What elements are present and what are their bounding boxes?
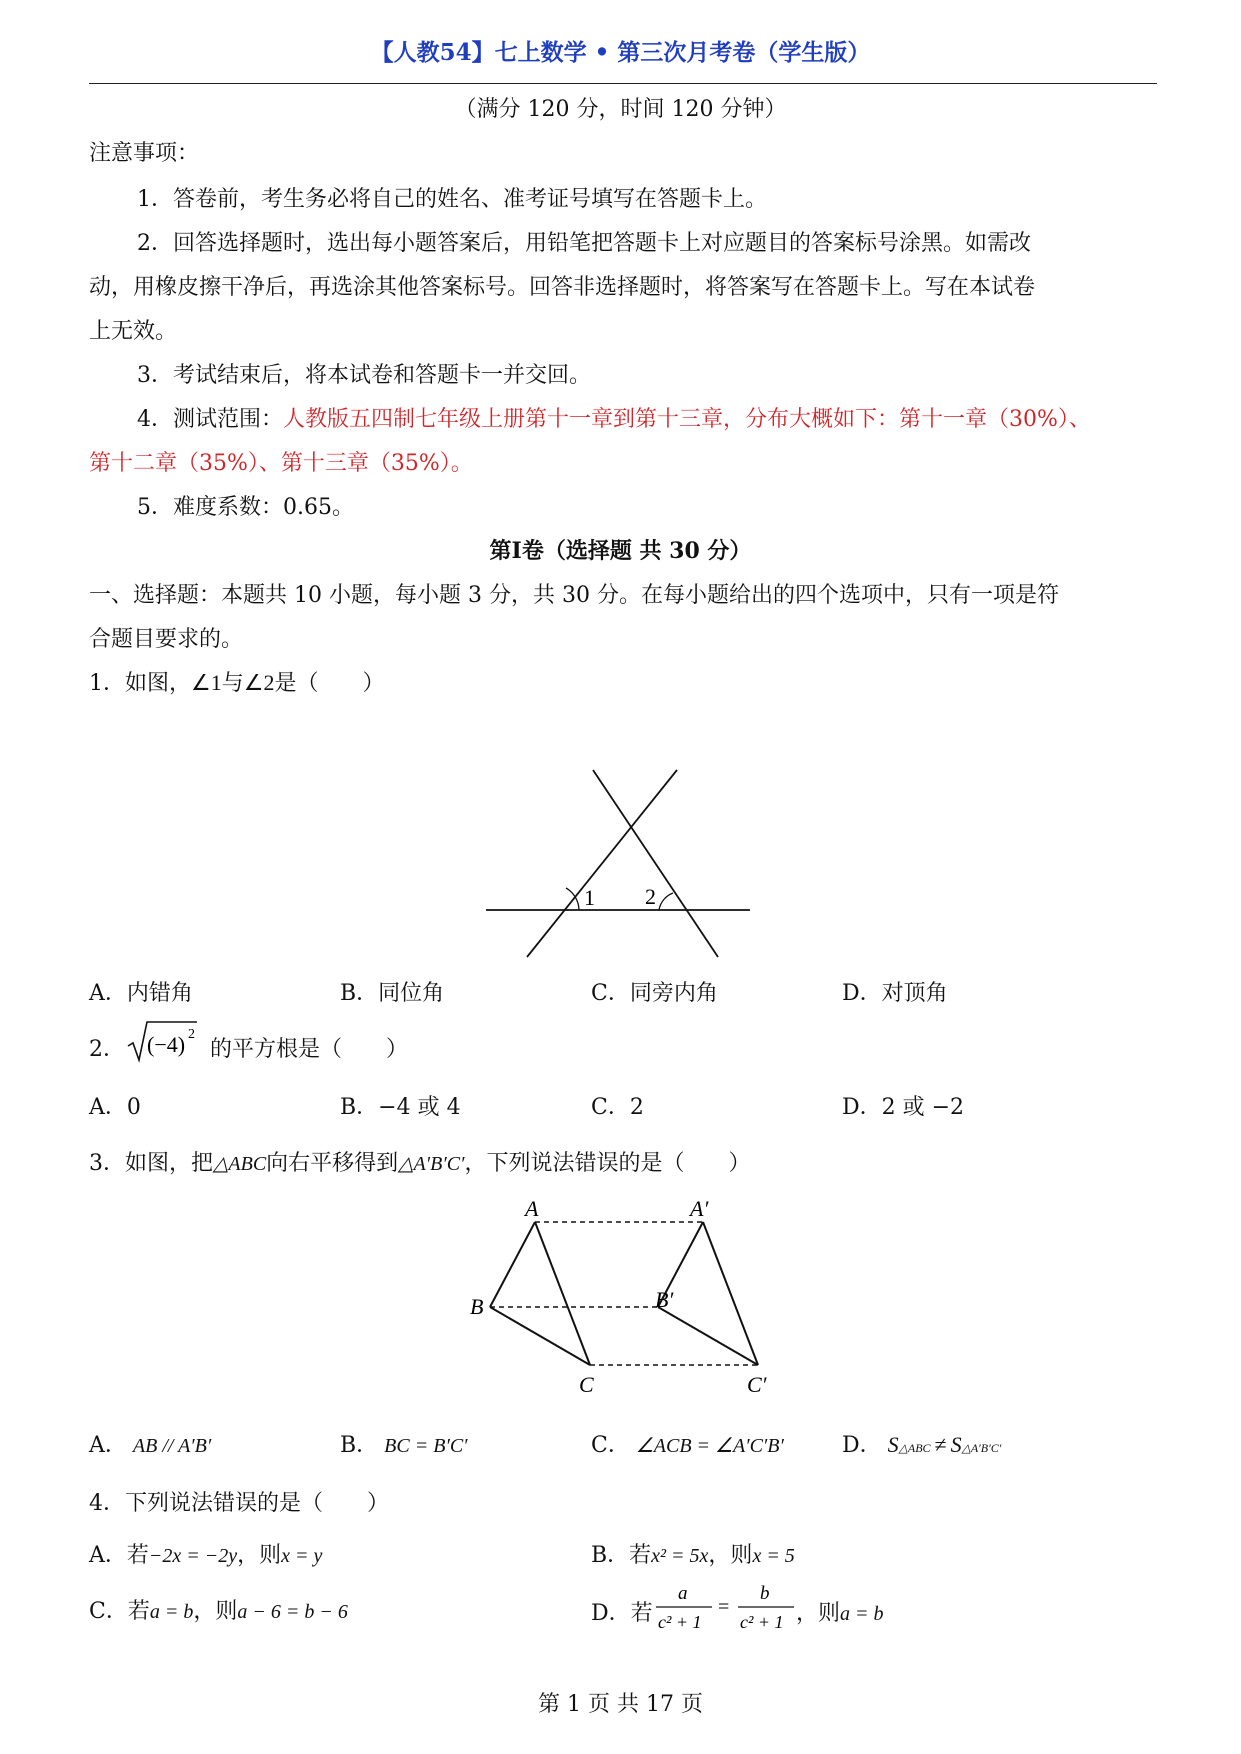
note-1: 1．答卷前，考生务必将自己的姓名、准考证号填写在答题卡上。 bbox=[137, 187, 767, 212]
q2-option-c: C．2 bbox=[591, 1095, 644, 1120]
exam-subtitle: （满分 120 分，时间 120 分钟） bbox=[454, 97, 787, 122]
header-divider bbox=[89, 83, 1157, 84]
q1-figure-label-1: 1 bbox=[584, 885, 595, 910]
q3-tail: ，下列说法错误的是（ ） bbox=[464, 1151, 751, 1176]
q4-option-c-result: a − 6 = b − 6 bbox=[237, 1601, 348, 1623]
question-1-stem bbox=[89, 666, 385, 697]
q4-option-c bbox=[89, 1594, 348, 1625]
q4-option-b-then: ，则 bbox=[708, 1543, 753, 1568]
q3-segment-ab bbox=[490, 1222, 535, 1307]
q3-option-b bbox=[340, 1428, 468, 1459]
q2-sqrt-expression bbox=[125, 1016, 205, 1066]
q3-triangle-abc: △ABC bbox=[213, 1153, 267, 1175]
note-4-line-1 bbox=[137, 402, 1091, 433]
q3-option-c-label: C． bbox=[591, 1433, 630, 1458]
q3-option-a-label: A． bbox=[89, 1433, 127, 1458]
q2-number: 2． bbox=[89, 1037, 125, 1062]
note-4-line-2: 第十二章（35%）、第十三章（35%）。 bbox=[89, 451, 473, 476]
q2-exponent: 2 bbox=[188, 1027, 195, 1042]
note-2-line-3: 上无效。 bbox=[89, 319, 178, 344]
q3-option-b-label: B． bbox=[340, 1433, 379, 1458]
q4-d-equals: = bbox=[718, 1596, 730, 1618]
q1-conjunction: 与 bbox=[221, 671, 244, 696]
q3-segment-a2c2 bbox=[703, 1222, 758, 1365]
document-header-title: 【人教54】七上数学 • 第三次月考卷（学生版） bbox=[370, 39, 871, 66]
q4-option-b-cond: x² = 5x bbox=[651, 1545, 709, 1567]
q3-label-a: A bbox=[525, 1196, 539, 1221]
q4-d-denominator-2: c² + 1 bbox=[740, 1612, 784, 1632]
q4-option-a-cond: −2x = −2y bbox=[148, 1545, 238, 1567]
q1-option-a: A．内错角 bbox=[89, 981, 193, 1006]
q1-figure-label-2: 2 bbox=[645, 884, 656, 909]
q3-triangle-a2b2c2: △A′B′C′ bbox=[398, 1153, 465, 1175]
q1-number: 1．如图， bbox=[89, 671, 191, 696]
q4-option-a-then: ，则 bbox=[237, 1543, 282, 1568]
q1-figure bbox=[480, 760, 760, 960]
q4-d-numerator-1: a bbox=[678, 1583, 688, 1604]
section-intro-line-1: 一、选择题：本题共 10 小题，每小题 3 分，共 30 分。在每小题给出的四个选项中，只有一项是符 bbox=[89, 583, 1059, 608]
section-intro-line-2: 合题目要求的。 bbox=[89, 627, 244, 652]
q3-option-c bbox=[591, 1428, 784, 1459]
q4-option-a-result: x = y bbox=[281, 1545, 323, 1567]
q4-option-b-result: x = 5 bbox=[752, 1545, 795, 1567]
q3-option-a bbox=[89, 1428, 211, 1459]
q1-angle-2-arc bbox=[659, 893, 673, 910]
q4-d-numerator-2: b bbox=[760, 1583, 770, 1604]
q3-figure bbox=[455, 1192, 795, 1402]
q3-mid: 向右平移得到 bbox=[266, 1151, 399, 1176]
q4-option-b-label: B．若 bbox=[591, 1543, 652, 1568]
q1-angle-1: ∠1 bbox=[191, 670, 222, 695]
q1-option-c: C．同旁内角 bbox=[591, 981, 718, 1006]
q3-segment-ac bbox=[535, 1222, 590, 1365]
q4-option-a-label: A．若 bbox=[89, 1543, 149, 1568]
q2-option-b: B．−4 或 4 bbox=[340, 1095, 461, 1120]
q4-option-c-cond: a = b bbox=[149, 1601, 194, 1623]
q3-option-a-math: AB // A′B′ bbox=[132, 1435, 212, 1457]
q3-option-b-math: BC = B′C′ bbox=[384, 1435, 468, 1457]
notes-heading: 注意事项： bbox=[89, 141, 200, 166]
q3-option-d-s2: S bbox=[950, 1432, 962, 1457]
q4-option-d-result: a = b bbox=[840, 1603, 884, 1625]
q3-label-b2: B′ bbox=[655, 1287, 674, 1312]
q4-option-d-tail bbox=[796, 1596, 884, 1627]
q4-option-d-fraction-equation bbox=[654, 1578, 814, 1638]
q3-label-a2: A′ bbox=[690, 1196, 709, 1221]
note-3: 3．考试结束后，将本试卷和答题卡一并交回。 bbox=[137, 363, 591, 388]
q2-radicand: (−4) bbox=[147, 1032, 186, 1057]
q2-option-d: D．2 或 −2 bbox=[842, 1095, 965, 1120]
q4-option-a bbox=[89, 1538, 322, 1569]
q4-option-d-label: D．若 bbox=[591, 1601, 653, 1626]
note-5: 5．难度系数：0.65。 bbox=[137, 495, 354, 520]
note-4-scope-red: 人教版五四制七年级上册第十一章到第十三章，分布大概如下：第十一章（30%）、 bbox=[283, 407, 1091, 432]
q3-option-d-ne: ≠ bbox=[934, 1432, 947, 1457]
question-2-stem bbox=[89, 1032, 125, 1063]
q3-label-b: B bbox=[470, 1294, 484, 1319]
q1-tail: 是（ ） bbox=[274, 671, 385, 696]
q4-option-c-label: C．若 bbox=[89, 1599, 150, 1624]
q4-option-c-then: ，则 bbox=[193, 1599, 238, 1624]
q3-segment-b2c2 bbox=[658, 1307, 758, 1365]
section-title: 第Ⅰ卷（选择题 共 30 分） bbox=[489, 538, 752, 564]
q4-option-b bbox=[591, 1538, 795, 1569]
q2-option-a: A．0 bbox=[89, 1095, 141, 1120]
q3-segment-bc bbox=[490, 1307, 590, 1365]
note-4-prefix: 4．测试范围： bbox=[137, 407, 283, 432]
q4-option-d-then: ，则 bbox=[796, 1601, 841, 1626]
q3-option-d-label: D． bbox=[842, 1433, 882, 1458]
note-2-line-1: 2．回答选择题时，选出每小题答案后，用铅笔把答题卡上对应题目的答案标号涂黑。如需改 bbox=[137, 231, 1032, 256]
q3-label-c2: C′ bbox=[747, 1372, 767, 1397]
q4-d-denominator-1: c² + 1 bbox=[658, 1612, 702, 1632]
q1-option-b: B．同位角 bbox=[340, 981, 445, 1006]
page-footer: 第 1 页 共 17 页 bbox=[538, 1692, 703, 1717]
q1-option-d: D．对顶角 bbox=[842, 981, 948, 1006]
q3-option-d-sub2: △A′B′C′ bbox=[961, 1441, 1002, 1455]
q1-angle-2: ∠2 bbox=[243, 670, 275, 695]
q3-option-d-sub1: △ABC bbox=[898, 1441, 931, 1455]
q2-tail: 的平方根是（ ） bbox=[210, 1037, 409, 1062]
q3-number: 3．如图，把 bbox=[89, 1151, 213, 1176]
q3-label-c: C bbox=[579, 1372, 594, 1397]
note-2-line-2: 动，用橡皮擦干净后，再选涂其他答案标号。回答非选择题时，将答案写在答题卡上。写在本试卷 bbox=[89, 275, 1036, 300]
q3-option-d-s1: S bbox=[887, 1432, 899, 1457]
question-4-stem: 4．下列说法错误的是（ ） bbox=[89, 1491, 389, 1516]
q3-option-d bbox=[842, 1428, 1001, 1459]
question-3-stem bbox=[89, 1146, 750, 1177]
q3-option-c-math: ∠ACB = ∠A′C′B′ bbox=[635, 1435, 784, 1457]
